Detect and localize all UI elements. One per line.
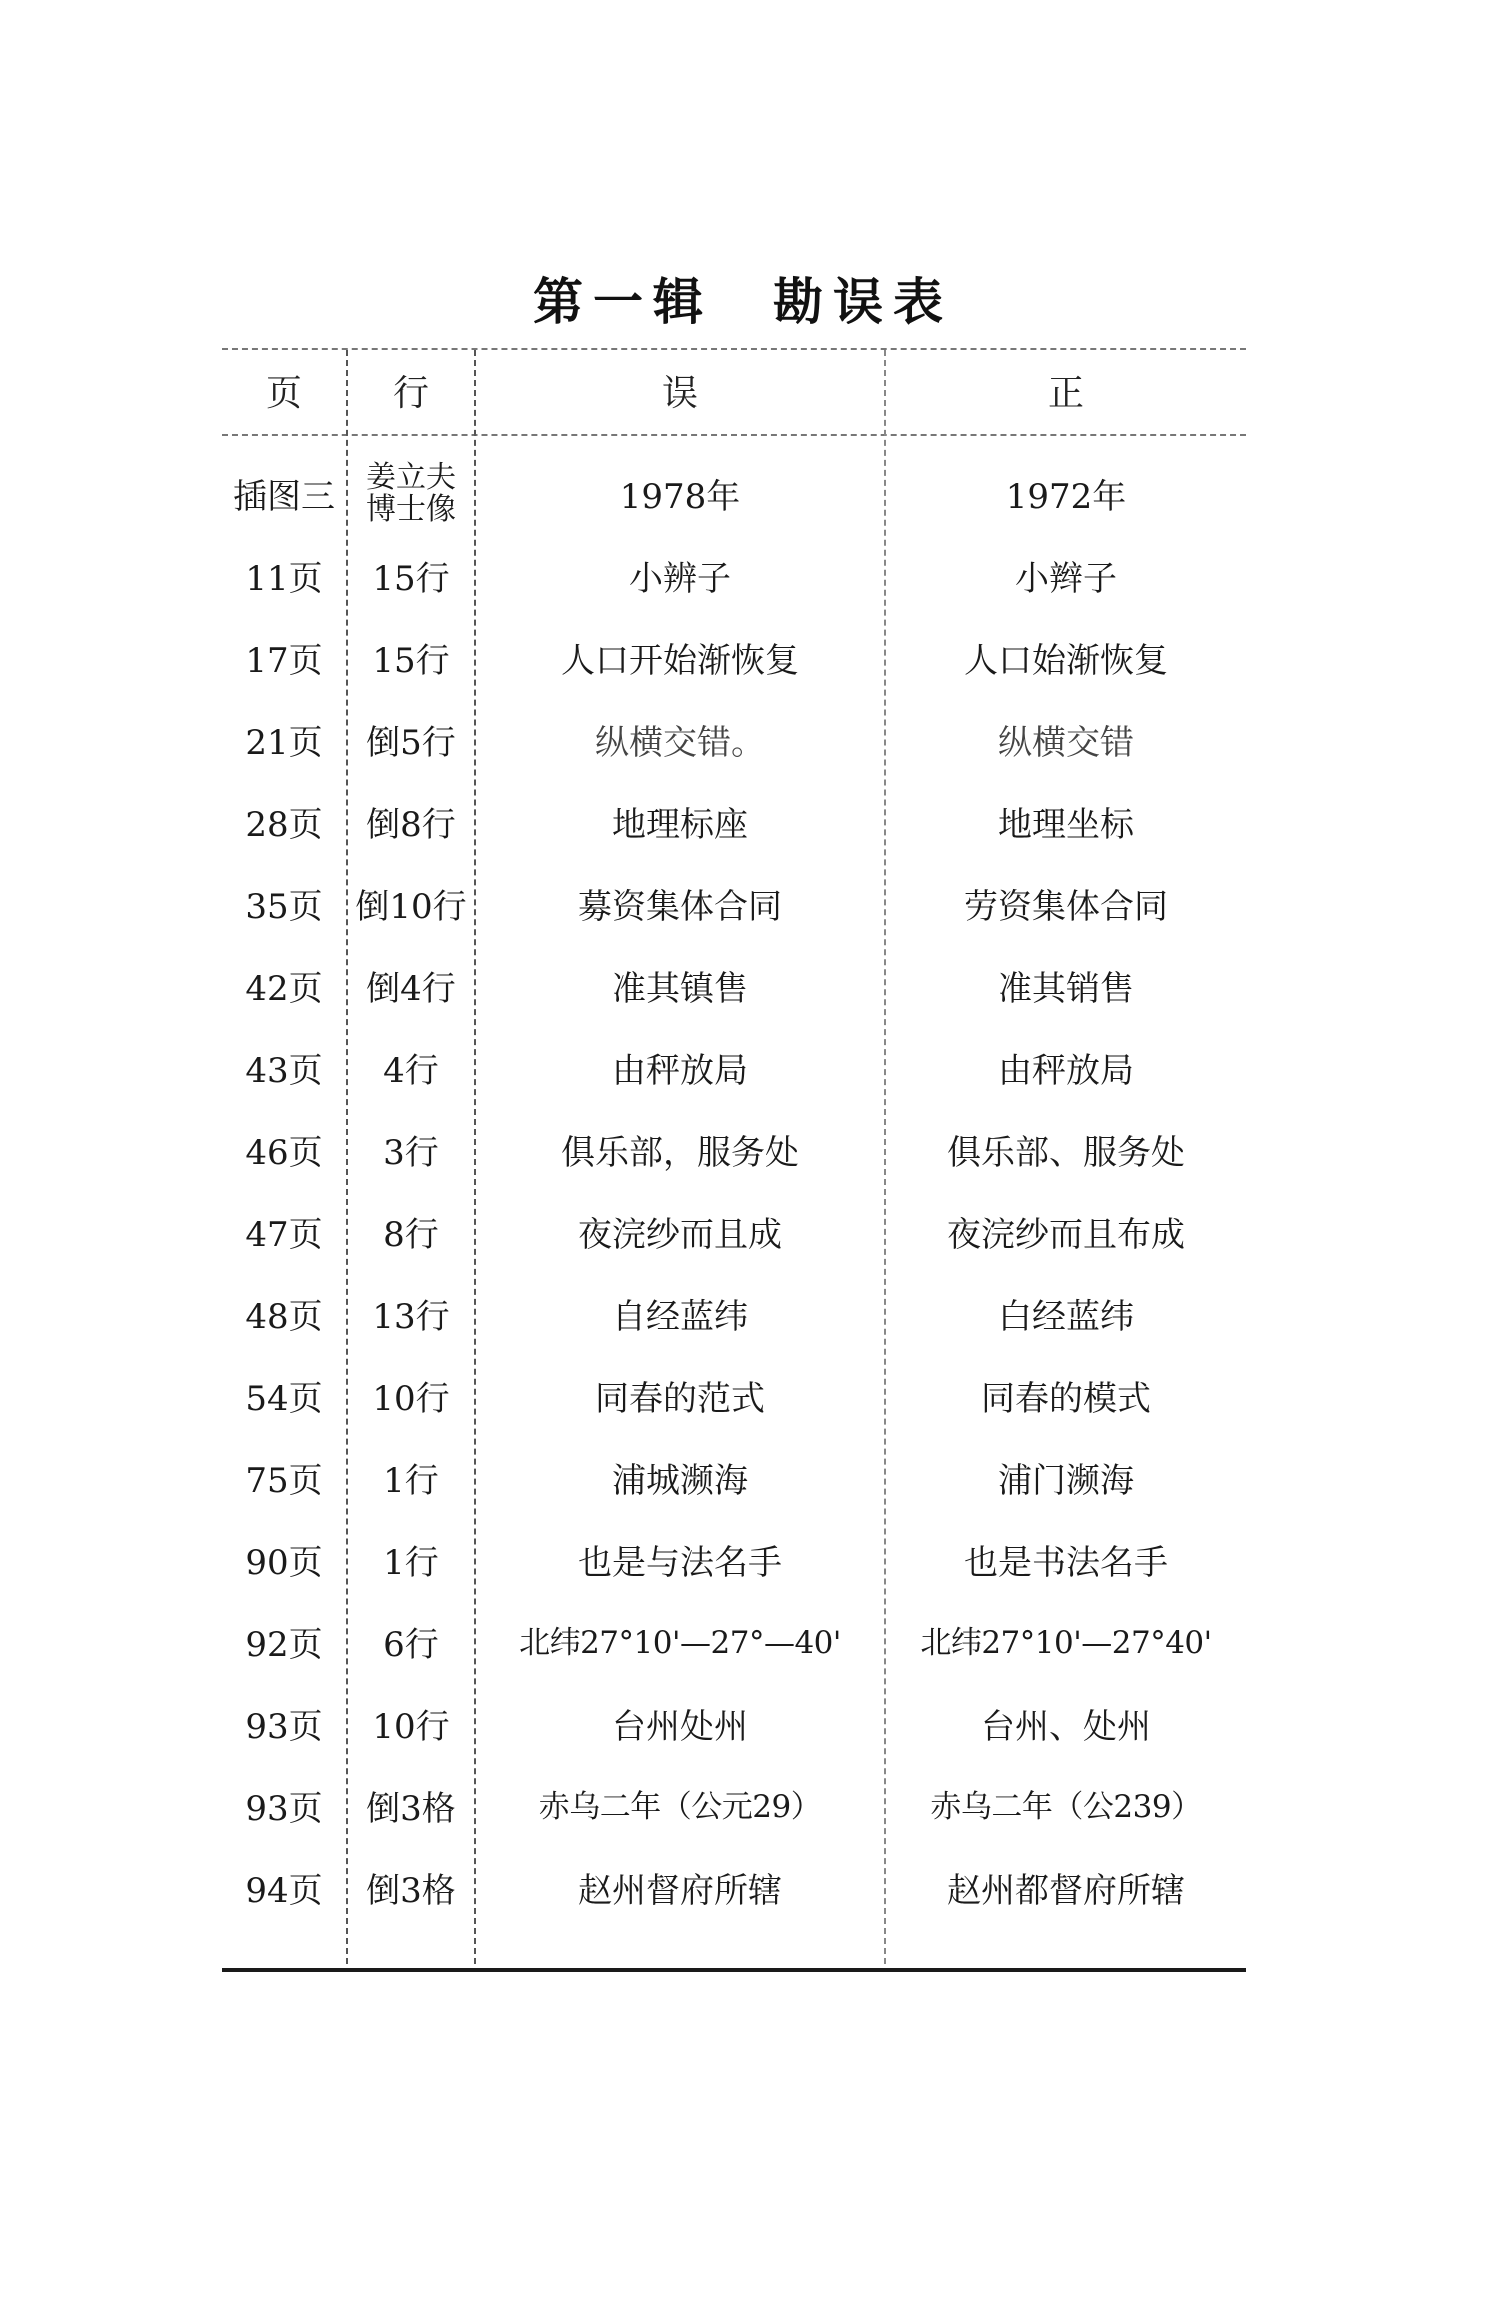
row-page: 28页: [245, 805, 323, 845]
row-wrong: 人口开始渐恢复: [561, 641, 799, 681]
row-page: 21页: [245, 723, 323, 763]
row-page: 90页: [245, 1543, 323, 1583]
row-right: 夜浣纱而且布成: [947, 1215, 1185, 1255]
row-line: 倒3格: [366, 1789, 456, 1829]
row-wrong: 台州处州: [612, 1707, 748, 1747]
row-line: 10行: [372, 1707, 450, 1747]
row-right: 同春的模式: [981, 1379, 1151, 1419]
table-row: [222, 1282, 1246, 1352]
table-row: [222, 1774, 1246, 1844]
row-line: 8行: [383, 1215, 439, 1255]
row-right: 白经蓝纬: [998, 1297, 1134, 1337]
row-line: 3行: [383, 1133, 439, 1173]
row-line: 倒3格: [366, 1871, 456, 1911]
row-line: 15行: [372, 641, 450, 681]
row-page: 75页: [245, 1461, 323, 1501]
row-page: 94页: [245, 1871, 323, 1911]
errata-table-body: [222, 462, 1246, 1962]
table-row: [222, 1200, 1246, 1270]
row-wrong: 俱乐部，服务处: [561, 1133, 799, 1173]
table-row: [222, 1446, 1246, 1516]
row-line: 15行: [372, 559, 450, 599]
table-row: [222, 1610, 1246, 1680]
row-wrong: 1978年: [619, 477, 741, 517]
row-wrong: 夜浣纱而且成: [578, 1215, 782, 1255]
table-row: [222, 626, 1246, 696]
header-wrong: 误: [661, 373, 698, 414]
row-wrong: 纵横交错。: [595, 723, 765, 763]
row-right: 纵横交错: [998, 723, 1134, 763]
row-right: 小辫子: [1015, 559, 1117, 599]
row-page: 43页: [245, 1051, 323, 1091]
row-wrong: 小辨子: [629, 559, 731, 599]
row-wrong: 赵州督府所辖: [578, 1871, 782, 1911]
row-page: 11页: [245, 559, 323, 599]
table-row: [222, 954, 1246, 1024]
row-page: 插图三: [233, 477, 335, 517]
row-line: 4行: [383, 1051, 439, 1091]
row-right: 由秤放局: [998, 1051, 1134, 1091]
table-row: [222, 1856, 1246, 1926]
row-page: 42页: [245, 969, 323, 1009]
row-right: 浦门濒海: [998, 1461, 1134, 1501]
table-top-rule: [222, 348, 1246, 350]
row-line: 1行: [383, 1543, 439, 1583]
row-page: 17页: [245, 641, 323, 681]
row-line: 倒4行: [366, 969, 456, 1009]
table-row: [222, 544, 1246, 614]
table-row: [222, 708, 1246, 778]
row-page: 48页: [245, 1297, 323, 1337]
row-line: 1行: [383, 1461, 439, 1501]
row-wrong: 募资集体合同: [578, 887, 782, 927]
row-line: 倒5行: [366, 723, 456, 763]
row-right: 地理坐标: [998, 805, 1134, 845]
row-wrong: 准其镇售: [612, 969, 748, 1009]
row-right: 1972年: [1005, 477, 1127, 517]
row-line: 10行: [372, 1379, 450, 1419]
table-row: [222, 462, 1246, 532]
table-row: [222, 1036, 1246, 1106]
row-page: 54页: [245, 1379, 323, 1419]
table-row: [222, 1528, 1246, 1598]
row-wrong: 自经蓝纬: [612, 1297, 748, 1337]
table-row: [222, 1364, 1246, 1434]
row-right: 赵州都督府所辖: [947, 1871, 1185, 1911]
page-title: 第一辑 勘误表: [533, 273, 953, 331]
header-line: 行: [392, 373, 429, 414]
table-row: [222, 1118, 1246, 1188]
row-right: 俱乐部、服务处: [947, 1133, 1185, 1173]
row-right: 人口始渐恢复: [964, 641, 1168, 681]
row-line: 6行: [383, 1625, 439, 1665]
header-right: 正: [1047, 373, 1084, 414]
row-line: 倒8行: [366, 805, 456, 845]
row-line: 倒10行: [355, 887, 467, 927]
row-wrong: 赤乌二年（公元29）: [538, 1789, 822, 1825]
row-right: 台州、处州: [981, 1707, 1151, 1747]
row-page: 92页: [245, 1625, 323, 1665]
row-page: 46页: [245, 1133, 323, 1173]
row-page: 93页: [245, 1707, 323, 1747]
row-right: 劳资集体合同: [964, 887, 1168, 927]
row-wrong: 同春的范式: [595, 1379, 765, 1419]
row-right: 准其销售: [998, 969, 1134, 1009]
header-page: 页: [265, 373, 302, 414]
table-row: [222, 872, 1246, 942]
table-header-rule: [222, 434, 1246, 436]
table-row: [222, 790, 1246, 860]
row-right: 赤乌二年（公239）: [930, 1789, 1202, 1825]
table-header: [222, 352, 1246, 432]
row-wrong: 北纬27°10'—27°—40': [519, 1625, 841, 1661]
row-wrong: 地理标座: [612, 805, 748, 845]
row-page: 93页: [245, 1789, 323, 1829]
row-wrong: 由秤放局: [612, 1051, 748, 1091]
row-line: 13行: [372, 1297, 450, 1337]
row-wrong: 浦城濒海: [612, 1461, 748, 1501]
row-right: 北纬27°10'—27°40': [920, 1625, 1212, 1661]
table-bottom-rule: [222, 1968, 1246, 1972]
table-row: [222, 1692, 1246, 1762]
row-page: 35页: [245, 887, 323, 927]
row-line: 姜立夫 博士像: [366, 460, 456, 527]
row-wrong: 也是与法名手: [578, 1543, 782, 1583]
row-right: 也是书法名手: [964, 1543, 1168, 1583]
row-page: 47页: [245, 1215, 323, 1255]
